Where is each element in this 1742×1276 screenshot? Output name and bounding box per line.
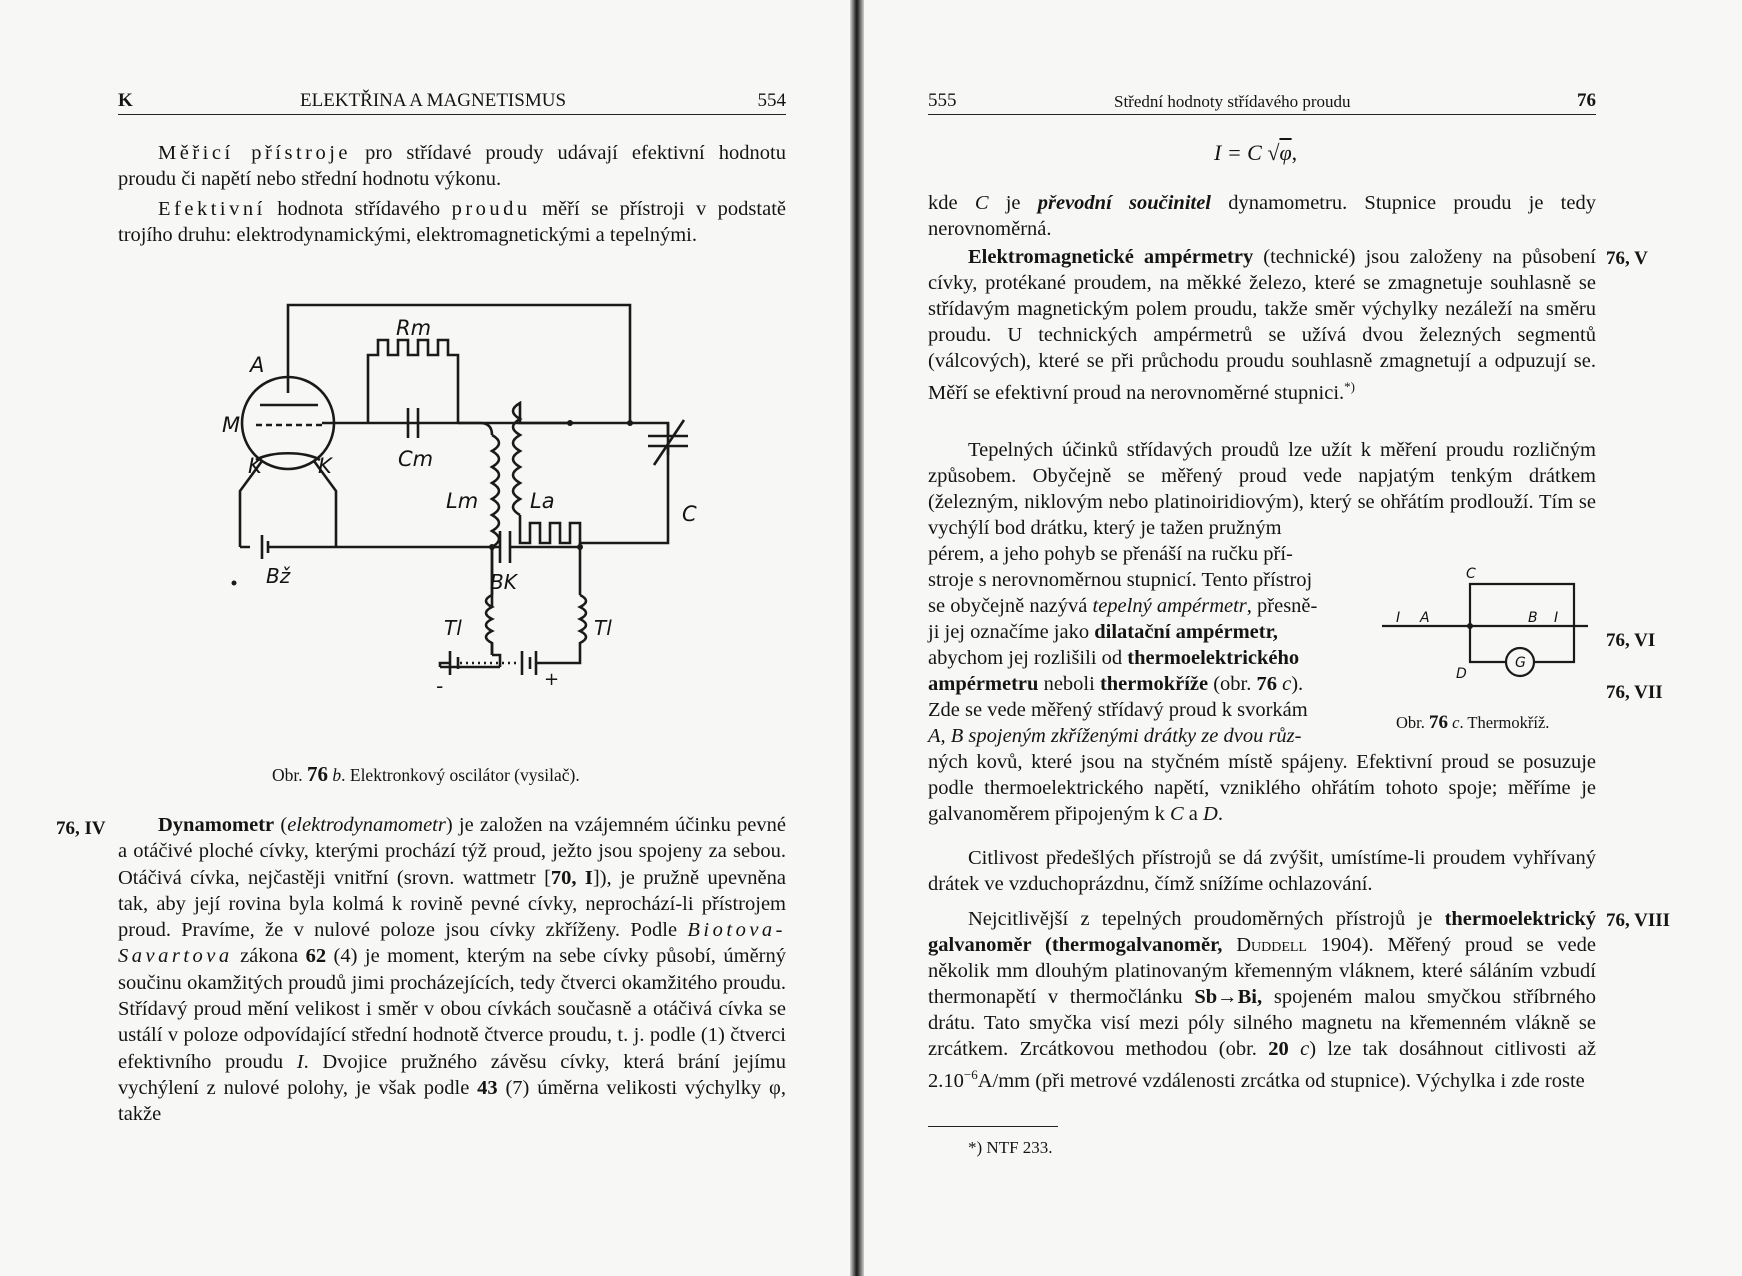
paragraph-meters: Měřicí přístroje pro střídavé proudy udávají efektivní hodnotu proudu či napětí nebo střední hodnotu výkonu. (118, 142, 786, 190)
left-running-head (118, 88, 786, 115)
label-plus: + (544, 669, 560, 690)
label-minus: - (436, 674, 444, 698)
label-I-right: I (1554, 610, 1559, 626)
footnote-rule (928, 1126, 1058, 1127)
wrap-line-1: pérem, a jeho pohyb se přenáší na ručku pří- (928, 543, 1293, 565)
paragraph-thermogalvanometer: Nejcitlivější z tepelných proudoměrných přístrojů je thermoelektrický galvanoměr (thermogalvanoměr, Duddell 1904). Měřený proud se vede několik mm dlouhým platinovaným křemenným vláknem, které sáláním vzbudí thermonapětí v thermočlánku Sb→Bi, spojeném malou smyčkou stříbrného drátu. Tato smyčka visí mezi póly silného magnetu na křemenném vlákně se zrcátkem. Zrcátkovou methodou (obr. 20 c) lze tak dosáhnout citlivosti až $2.10^{-6}A/mm$ (při metrové vzdálenosti zrcátka od stupnice). Výchylka i zde roste (928, 908, 1596, 1092)
wrap-line-2: stroje s nerovnoměrnou stupnicí. Tento přístroj (928, 569, 1313, 591)
wrap-line-5: abychom jej rozlišili od thermoelektrického (928, 647, 1300, 669)
label-La: La (530, 489, 555, 513)
label-A-node: A (1420, 610, 1430, 626)
label-C-node: C (1466, 566, 1476, 582)
label-Lm: Lm (446, 489, 479, 513)
footnote-ntf: *) NTF 233. (968, 1138, 1053, 1157)
wrap-line-8: A, B spojeným zkříženými drátky ze dvou růz- (928, 725, 1302, 747)
label-Bz: Bž (266, 564, 291, 588)
thermal-wrap-block (928, 541, 1376, 749)
figure-76b-caption: Obr. 76 b. Elektronkový oscilátor (vysilač). (272, 762, 580, 786)
wrap-line-3: se obyčejně nazývá tepelný ampérmetr, přesně- (928, 595, 1318, 617)
paragraph-electromagnetic-ammeters: Elektromagnetické ampérmetry (technické) jsou založeny na působení cívky, protékané proudem, na měkké železo, které se zmagnetuje souhlasně se střídavým magnetickým polem proudu, takže směr výchylky nezáleží na směru proudu. U technických ampérmetrů se užívá dvou železných segmentů (válcových), které se při průchodu proudu souhlasně zmagnetují a odpuzují se. Měří se efektivní proud na nerovnoměrné stupnici.*) (928, 246, 1596, 404)
wrap-line-7: Zde se vede měřený střídavý proud k svorkám (928, 699, 1308, 721)
left-page-number: 554 (757, 90, 786, 111)
right-header-section: 76 (1577, 90, 1596, 111)
label-G-galvanometer: G (1515, 655, 1526, 671)
label-K-right: K (318, 454, 332, 478)
right-page-number: 555 (928, 90, 957, 111)
label-BK: BK (490, 570, 517, 594)
book-gutter (850, 0, 864, 1276)
right-page (864, 0, 1742, 1276)
paragraph-dynamometr: Dynamometr (elektrodynamometr) je založen na vzájemném účinku pevné a otáčivé ploché cívky, kterými prochází týž proud, ježto jsou spojeny za sebou. Otáčivá cívka, nejčastěji vnitřní (srovn. wattmetr [70, I]), je pružně upevněna tak, aby její rovina byla kolmá k rovině pevné cívky, neprochází-li přístrojem proud. Pravíme, že v nulové poloze jsou cívky zkříženy. Podle Biotova-Savartova zákona 62 (4) je moment, kterým na sebe cívky působí, úměrný součinu okamžitých proudů jimi procházejících, tedy čtverci okamžitého proudu. Střídavý proud mění velikost i směr v obou cívkách současně a otáčivá cívka se ustálí v poloze odpovídající střední hodnotě čtverce proudu, t. j. podle (1) čtverci efektivního proudu I. Dvojice pružného závěsu cívky, která brání jejímu vychýlení z nulové polohy, je však podle 43 (7) úměrna velikosti výchylky φ, takže (118, 814, 787, 1126)
figure-76c-caption: Obr. 76 c. Thermokříž. (1396, 712, 1550, 733)
paragraph-conversion-factor: kde C je převodní součinitel dynamometru. Stupnice proudu je tedy nerovnoměrná. (928, 192, 1596, 240)
thermocouple-cross-diagram (1378, 566, 1594, 686)
left-header-title: ELEKTŘINA A MAGNETISMUS (300, 90, 567, 111)
right-running-head (928, 88, 1596, 115)
paragraph-thermal-effects: Tepelných účinků střídavých proudů lze užít k měření proudu rozličným způsobem. Obyčejně se měřený proud vede napjatým tenkým drátkem (železným, niklovým nebo platinoiridiovým), který se ohřátím prodlouží. Tím se vychýlí bod drátku, který je tažen pružným (928, 439, 1596, 539)
label-B-node: B (1528, 610, 1538, 626)
right-header-title: Střední hodnoty střídavého proudu (1114, 92, 1351, 111)
label-A: A (250, 353, 265, 377)
oscillator-circuit-diagram (200, 295, 720, 750)
label-Tl-left: Tl (444, 616, 462, 640)
margin-76-V: 76, V (1606, 248, 1648, 269)
paragraph-effective: Efektivní hodnota střídavého proudu měří se přístroji v podstatě trojího druhu: elektrodynamickými, elektromagnetickými a tepelnými. (118, 198, 786, 246)
label-K-left: K (248, 454, 262, 478)
label-Tl-right: Tl (594, 616, 612, 640)
label-D-node: D (1456, 666, 1467, 682)
label-I-left: I (1396, 610, 1401, 626)
margin-76-IV: 76, IV (56, 818, 106, 839)
margin-76-VI: 76, VI (1606, 630, 1656, 651)
margin-76-VII: 76, VII (1606, 682, 1663, 703)
wrap-line-6: ampérmetru neboli thermokříže (obr. 76 c). (928, 673, 1304, 695)
paragraph-sensitivity: Citlivost předešlých přístrojů se dá zvýšit, umístíme-li proudem vyhřívaný drátek ve vzduchoprázdnu, čímž snížíme ochlazování. (928, 847, 1596, 895)
left-header-letter: K (118, 90, 133, 111)
wrap-line-4: ji jej označíme jako dilatační ampérmetr, (928, 621, 1278, 643)
paragraph-thermocouple-end: ných kovů, které jsou na styčném místě spájeny. Efektivní proud se posuzuje podle thermoelektrického napětí, vzniklého ohřátím tohoto spoje; měříme je galvanoměrem připojeným k C a D. (928, 751, 1596, 825)
margin-76-VIII: 76, VIII (1606, 910, 1671, 931)
label-C: C (682, 502, 697, 526)
label-Rm: Rm (396, 316, 432, 340)
left-page (0, 0, 850, 1276)
label-Cm: Cm (398, 447, 434, 471)
label-M: M (222, 413, 241, 437)
formula-I-equals-C-sqrt-phi: I = C √φ, (1214, 140, 1298, 165)
